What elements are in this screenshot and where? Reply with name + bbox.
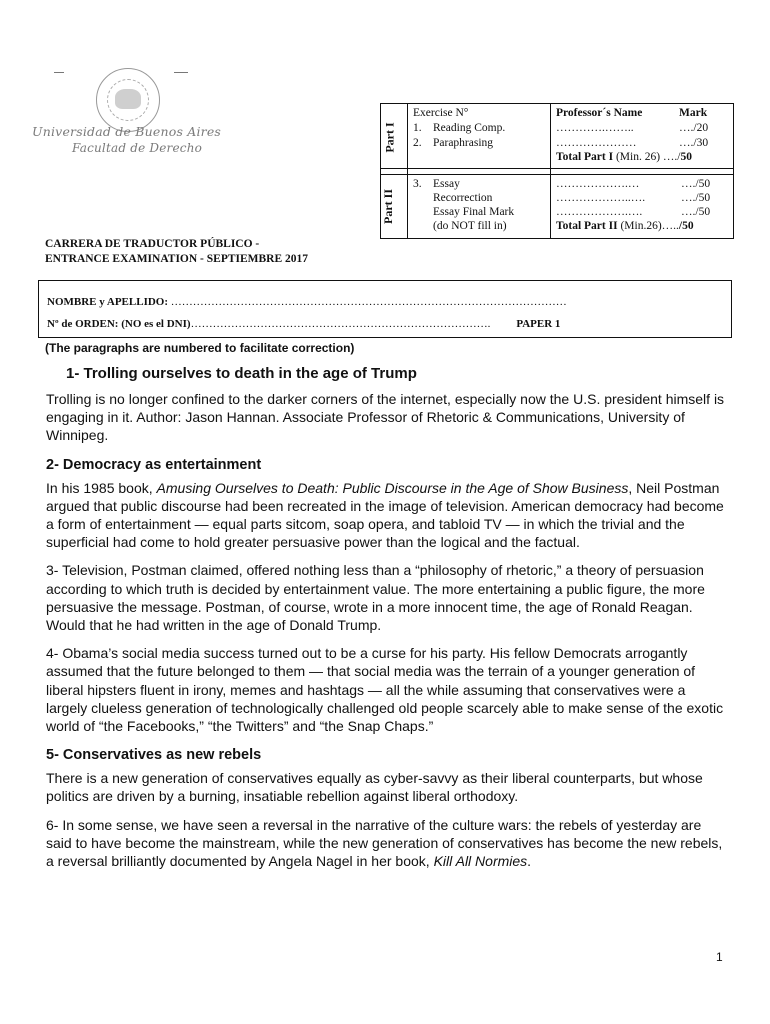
article-title: 1- Trolling ourselves to death in the age of Trump bbox=[66, 365, 417, 382]
paragraph-2: In his 1985 book, Amusing Ourselves to Death: Public Discourse in the Age of Show Business, Neil Postman argued that public discourse had been recreated in the image of television. American democracy had become a form of entertainment — equal parts sitcom, soap opera, and tabloid TV — in which the trivial and the superficial had come to hold greater persuasive power than the logical and the factual. bbox=[46, 479, 724, 551]
professor-name-header: Professor´s Name bbox=[556, 107, 643, 119]
exercise-num-2: 2. bbox=[413, 137, 422, 149]
exercise-label-essay-final: Essay Final Mark bbox=[433, 206, 515, 218]
professor-dots: ………………..…. bbox=[556, 192, 646, 204]
candidate-info-box bbox=[38, 280, 732, 338]
book-title: Kill All Normies bbox=[433, 853, 528, 870]
paragraph-4: 4- Obama’s social media success turned out to be a curse for his party. His fellow Democrats arrogantly assumed that the future belonged to them — that social media was the terrain of a younger generation of liberal hipsters fluent in irony, memes and hashtags — all the while assuming that conservatives were a largely clueless generation of technologically challenged old people scarcely able to make sense of the exotic world of “the Facebooks,” “the Twitters” and “the Snap Chaps.” bbox=[46, 645, 724, 735]
book-title: Amusing Ourselves to Death: Public Discourse in the Age of Show Business bbox=[156, 479, 629, 496]
paper-label: PAPER 1 bbox=[516, 318, 561, 330]
exercise-label-recorrection: Recorrection bbox=[433, 192, 493, 204]
order-label: Nº de ORDEN: (NO es el DNI) bbox=[47, 318, 191, 330]
logo-text-university: Universidad de Buenos Aires bbox=[32, 124, 222, 139]
correction-note: (The paragraphs are numbered to facilitate correction) bbox=[45, 341, 355, 355]
mark-field: …./20 bbox=[679, 122, 709, 134]
professor-dots: ……………….… bbox=[556, 178, 640, 190]
exercise-label-paraphrasing: Paraphrasing bbox=[433, 137, 494, 149]
paragraph-6: 6- In some sense, we have seen a reversal in the narrative of the culture wars: the rebels of yesterday are said to have become the mainstream, while the new generation of conservatives has become the new rebels, a reversal brilliantly documented by Angela Nagel in her book, Kill All Normies. bbox=[46, 816, 723, 870]
mark-field: …./50 bbox=[681, 178, 711, 190]
university-seal-icon bbox=[96, 68, 160, 132]
paragraph-3: 3- Television, Postman claimed, offered nothing less than a “philosophy of rhetoric,” a theory of persuasion according to which truth is decided by entertainment value. The more entertaining a public figure, the more persuasive the message. Postman, of course, wrote in a more innocent time, the age of Ronald Reagan. Would that he had written in the age of Donald Trump. bbox=[46, 562, 705, 634]
logo-text-faculty: Facultad de Derecho bbox=[72, 141, 203, 155]
exercise-num-1: 1. bbox=[413, 122, 422, 134]
part-1-total: Total Part I (Min. 26) …./50 bbox=[556, 151, 692, 163]
mark-field: …./30 bbox=[679, 137, 709, 149]
article-intro: Trolling is no longer confined to the darker corners of the internet, especially now the U.S. president himself is engaging in it. Author: Jason Hannan. Associate Professor of Rhetoric & Communications, University of Winnipeg. bbox=[46, 391, 725, 444]
order-line bbox=[47, 318, 560, 330]
mark-header: Mark bbox=[679, 107, 708, 119]
logo-mark bbox=[174, 72, 188, 73]
article bbox=[46, 364, 730, 880]
name-line bbox=[47, 296, 567, 308]
name-label: NOMBRE y APELLIDO: bbox=[47, 296, 169, 308]
exam-heading-line-1: CARRERA DE TRADUCTOR PÚBLICO - bbox=[45, 238, 260, 250]
mark-field: …./50 bbox=[681, 192, 711, 204]
section-heading-conservatives: 5- Conservatives as new rebels bbox=[46, 747, 262, 764]
exercise-num-3: 3. bbox=[413, 178, 422, 190]
university-logo bbox=[32, 66, 222, 166]
paragraph-5: There is a new generation of conservatives equally as cyber-savvy as their liberal counterparts, but whose politics are driven by a burning, insatiable rebellion against liberal orthodoxy. bbox=[46, 770, 703, 805]
professor-dots: ………….…….. bbox=[556, 122, 634, 134]
professor-dots: ……………….…. bbox=[556, 206, 643, 218]
exam-marks-table bbox=[380, 103, 734, 239]
part-1-label: Part I bbox=[382, 122, 397, 153]
exam-heading bbox=[45, 237, 308, 267]
exercise-header: Exercise N° bbox=[413, 107, 469, 119]
order-field[interactable]: ………………………………………………………………………. bbox=[190, 318, 491, 330]
part-2-label: Part II bbox=[381, 189, 395, 224]
name-field[interactable]: ……………………………………………………………………………………………… bbox=[168, 296, 567, 308]
logo-mark bbox=[54, 72, 64, 73]
professor-dots: ………………… bbox=[556, 137, 637, 149]
exercise-label-reading: Reading Comp. bbox=[433, 122, 506, 134]
exercise-label-essay: Essay bbox=[433, 178, 460, 190]
section-heading-democracy: 2- Democracy as entertainment bbox=[46, 456, 262, 473]
exercise-note: (do NOT fill in) bbox=[433, 220, 507, 232]
page-number: 1 bbox=[716, 950, 723, 964]
exam-heading-line-2: ENTRANCE EXAMINATION - SEPTIEMBRE 2017 bbox=[45, 253, 309, 265]
part-2-total: Total Part II (Min.26)…../50 bbox=[556, 220, 694, 232]
mark-field: …./50 bbox=[681, 206, 711, 218]
